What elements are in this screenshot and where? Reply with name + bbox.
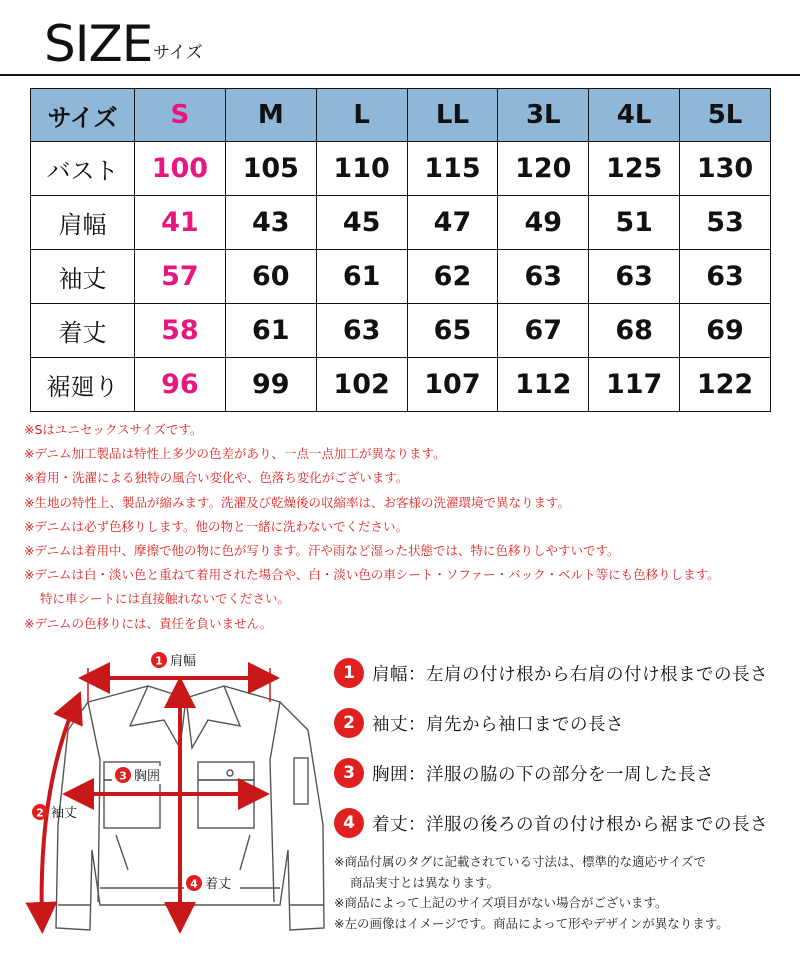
table-cell: 105	[225, 142, 316, 196]
table-cell: 41	[135, 196, 226, 250]
table-cell: 100	[135, 142, 226, 196]
table-cell: 130	[680, 142, 771, 196]
row-label: バスト	[31, 142, 135, 196]
table-cell: 110	[316, 142, 407, 196]
care-note: ※デニムは着用中、摩擦で他の物に色が写ります。汗や雨など湿った状態では、特に色移りしやすいです。	[24, 542, 620, 558]
table-cell: 69	[680, 304, 771, 358]
table-cell: 102	[316, 358, 407, 412]
row-label: 袖丈	[31, 250, 135, 304]
size-header-l: L	[316, 89, 407, 142]
table-cell: 67	[498, 304, 589, 358]
table-row	[31, 358, 771, 412]
table-cell: 120	[498, 142, 589, 196]
care-notes	[24, 418, 794, 636]
care-note: ※デニムは白・淡い色と重ねて着用された場合や、白・淡い色の車シート・ソファー・バック・ベルト等にも色移りします。	[24, 567, 720, 583]
care-note: ※着用・洗濯による独特の風合い変化や、色落ち変化がございます。	[24, 470, 409, 486]
svg-text:1: 1	[155, 654, 163, 668]
legend-text: 着丈：洋服の後ろの首の付け根から裾までの長さ	[372, 814, 768, 835]
jacket-diagram	[18, 640, 338, 940]
svg-text:胸囲: 胸囲	[134, 769, 161, 784]
table-cell: 125	[589, 142, 680, 196]
care-note: ※生地の特性上、製品が縮みます。洗濯及び乾燥後の収縮率は、お客様の洗濯環境で異なります。	[24, 494, 570, 510]
table-cell: 63	[316, 304, 407, 358]
table-cell: 63	[498, 250, 589, 304]
size-header-label: サイズ	[31, 89, 135, 142]
table-cell: 45	[316, 196, 407, 250]
care-note: ※Sはユニセックスサイズです。	[24, 422, 203, 437]
row-label: 裾廻り	[31, 358, 135, 412]
table-cell: 49	[498, 196, 589, 250]
number-badge: 2	[334, 708, 364, 738]
footnotes	[334, 852, 794, 934]
table-cell: 99	[225, 358, 316, 412]
care-note: ※デニムは必ず色移りします。他の物と一緒に洗わないでください。	[24, 518, 408, 534]
legend-text: 袖丈：肩先から袖口までの長さ	[372, 714, 624, 735]
svg-text:肩幅: 肩幅	[170, 654, 197, 669]
table-cell: 47	[407, 196, 498, 250]
table-cell: 65	[407, 304, 498, 358]
size-header-4l: 4L	[589, 89, 680, 142]
diagram-label-3	[112, 766, 170, 784]
page-title: SIZE	[44, 15, 153, 73]
footnote: 商品実寸とは異なります。	[350, 874, 500, 890]
table-cell: 58	[135, 304, 226, 358]
table-row	[31, 250, 771, 304]
legend-item	[334, 656, 768, 690]
table-cell: 61	[225, 304, 316, 358]
title-bar	[0, 0, 800, 78]
number-badge: 3	[334, 758, 364, 788]
table-cell: 68	[589, 304, 680, 358]
legend-text: 肩幅：左肩の付け根から右肩の付け根までの長さ	[372, 664, 768, 685]
footnote: ※商品付属のタグに記載されている寸法は、標準的な適応サイズで	[334, 854, 706, 869]
size-table	[30, 88, 771, 412]
table-cell: 62	[407, 250, 498, 304]
legend-item	[334, 706, 624, 740]
table-cell: 112	[498, 358, 589, 412]
care-note: 特に車シートには直接触れないでください。	[40, 591, 291, 607]
table-cell: 117	[589, 358, 680, 412]
number-badge: 4	[334, 808, 364, 838]
jacket-outline	[56, 686, 324, 930]
table-cell: 57	[135, 250, 226, 304]
table-cell: 107	[407, 358, 498, 412]
table-cell: 53	[680, 196, 771, 250]
care-note: ※デニム加工製品は特性上多少の色差があり、一点一点加工が異なります。	[24, 446, 446, 462]
size-header-3l: 3L	[498, 89, 589, 142]
size-header-m: M	[225, 89, 316, 142]
diagram-label-2	[32, 804, 77, 821]
table-cell: 122	[680, 358, 771, 412]
footnote: ※商品によって上記のサイズ項目がない場合がございます。	[334, 895, 668, 910]
row-label: 肩幅	[31, 196, 135, 250]
legend-item	[334, 806, 768, 840]
legend-item	[334, 756, 714, 790]
table-cell: 115	[407, 142, 498, 196]
table-cell: 61	[316, 250, 407, 304]
table-row	[31, 304, 771, 358]
svg-text:4: 4	[190, 877, 198, 891]
footnote: ※左の画像はイメージです。商品によって形やデザインが異なります。	[334, 915, 729, 931]
svg-text:着丈: 着丈	[205, 877, 232, 892]
table-cell: 43	[225, 196, 316, 250]
row-label: 着丈	[31, 304, 135, 358]
number-badge: 1	[334, 658, 364, 688]
size-header-5l: 5L	[680, 89, 771, 142]
legend-text: 胸囲：洋服の脇の下の部分を一周した長さ	[372, 764, 714, 785]
svg-text:2: 2	[36, 806, 44, 820]
size-header-s: S	[135, 89, 226, 142]
diagram-label-4	[184, 874, 240, 892]
page-subtitle: サイズ	[153, 43, 203, 63]
table-cell: 60	[225, 250, 316, 304]
title-divider	[0, 74, 800, 76]
table-cell: 96	[135, 358, 226, 412]
diagram-label-1	[151, 652, 196, 669]
size-header-row	[31, 89, 771, 142]
table-row	[31, 196, 771, 250]
table-row	[31, 142, 771, 196]
size-header-ll: LL	[407, 89, 498, 142]
care-note: ※デニムの色移りには、責任を負いません。	[24, 615, 273, 631]
table-cell: 51	[589, 196, 680, 250]
svg-text:袖丈: 袖丈	[51, 806, 78, 821]
svg-text:3: 3	[119, 769, 127, 783]
table-cell: 63	[589, 250, 680, 304]
table-cell: 63	[680, 250, 771, 304]
